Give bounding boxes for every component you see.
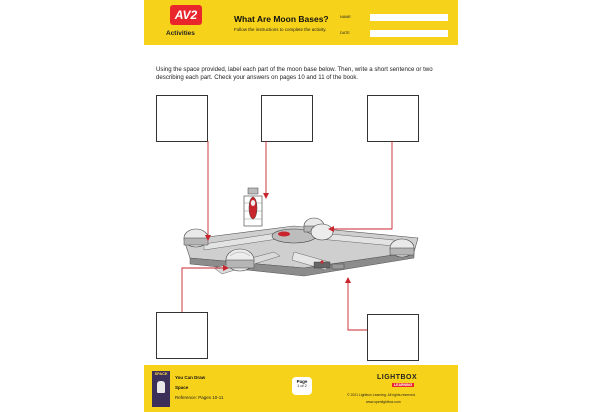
instructions-text: Using the space provided, label each part of the moon base below. Then, write a short sentence or two describing each part. Check your answers on pages 10 and 11 of the book.: [156, 66, 433, 81]
website-link[interactable]: www.openlightbox.com: [366, 400, 401, 404]
dome-right: [390, 239, 414, 257]
moon-base-drawing: [184, 188, 418, 276]
page-indicator: [292, 377, 312, 395]
arrow-bottom-right: [345, 277, 367, 330]
page-label: Page: [296, 379, 308, 384]
worksheet-title: What Are Moon Bases?: [234, 14, 329, 24]
arrow-top-right: [328, 141, 392, 232]
dome-right-back: [311, 224, 333, 240]
worksheet-page: [144, 0, 458, 412]
copyright-text: © 2021 Lightbox Learning. All rights reserved.: [347, 393, 416, 397]
dome-front: [226, 249, 254, 271]
reference-pages: Reference: Pages 10-11: [175, 395, 224, 400]
arrow-top-left: [205, 141, 211, 241]
footer-bar: [144, 365, 458, 412]
arrow-top-center: [263, 141, 269, 199]
book-title: Space: [175, 385, 189, 390]
rocket-tower: [244, 188, 262, 226]
name-label: NAME: [340, 15, 351, 19]
lightbox-logo: LIGHTBOX: [377, 374, 418, 381]
book-cover-title: SPACE: [154, 372, 168, 376]
av2-logo: AV2: [170, 5, 202, 25]
dome-left: [184, 229, 208, 247]
date-label: DATE: [340, 31, 350, 35]
worksheet-subtitle: Follow the instructions to complete the activity.: [234, 27, 327, 32]
book-cover-thumbnail: [152, 371, 170, 407]
page-number: 1 of 2: [297, 384, 307, 388]
moon-base-illustration: [144, 0, 458, 412]
astronaut-icon: [157, 381, 165, 393]
learning-tag: LEARNING: [394, 383, 413, 387]
activities-label: Activities: [166, 30, 195, 37]
series-title: You Can Draw: [175, 375, 206, 380]
